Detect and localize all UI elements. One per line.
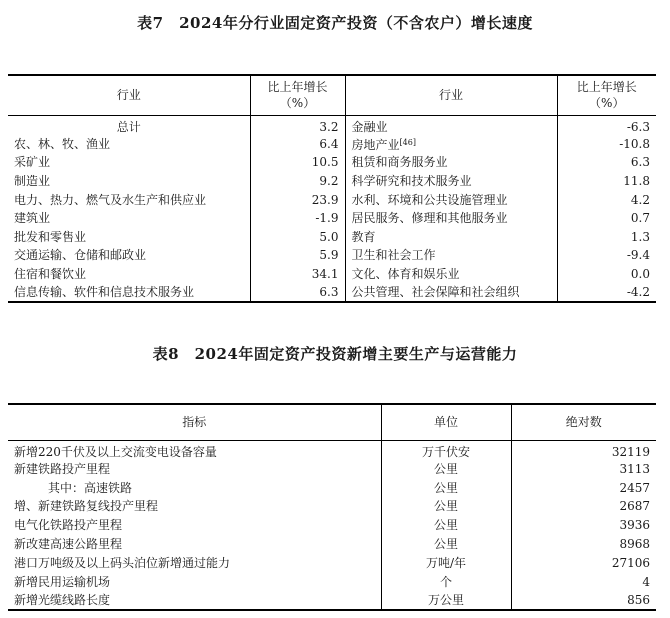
absolute-value: 3936 (511, 516, 656, 535)
industry-name-left: 总计 (116, 119, 141, 134)
table-row (8, 265, 656, 284)
footnote-ref: [46] (399, 137, 416, 147)
industry-name-right-cell (345, 172, 557, 191)
table-row (8, 227, 656, 246)
table-row (8, 497, 656, 516)
indicator-name: 新增光缆线路长度 (14, 592, 111, 607)
industry-name-right-cell (345, 115, 557, 135)
indicator-name: 其中：高速铁路 (48, 480, 133, 495)
table-row (8, 535, 656, 554)
unit-header: 单位 (381, 404, 511, 440)
new-capacity-table (8, 403, 656, 611)
growth-header-left-line1: 比上年增长 (267, 80, 328, 95)
growth-value-left: 23.9 (250, 190, 345, 209)
industry-name-left: 农、林、牧、渔业 (14, 136, 111, 151)
table-row (8, 460, 656, 479)
absolute-value: 2457 (511, 478, 656, 497)
industry-name-left: 交通运输、仓储和邮政业 (14, 248, 147, 263)
growth-header-left (250, 75, 345, 115)
industry-name-left: 信息传输、软件和信息技术服务业 (14, 285, 195, 300)
industry-name-left: 制造业 (14, 173, 51, 188)
industry-name-right-cell (345, 209, 557, 228)
growth-value-left: 34.1 (250, 265, 345, 284)
table-row (8, 209, 656, 228)
industry-name-right: 租赁和商务服务业 (351, 155, 448, 170)
indicator-name: 新建铁路投产里程 (14, 461, 111, 476)
growth-header-left-line2: （%） (279, 96, 316, 111)
indicator-name: 增、新建铁路复线投产里程 (14, 499, 159, 514)
growth-value-left: 6.4 (250, 135, 345, 154)
growth-value-right: 6.3 (557, 153, 656, 172)
growth-header-right (557, 75, 656, 115)
growth-value-right: -6.3 (557, 115, 656, 135)
absolute-value: 32119 (511, 440, 656, 460)
table-row (8, 246, 656, 265)
table-row (8, 478, 656, 497)
growth-value-right: -10.8 (557, 135, 656, 154)
industry-name-right: 公共管理、社会保障和社会组织 (351, 285, 520, 300)
table-row (8, 172, 656, 191)
indicator-name: 电气化铁路投产里程 (14, 518, 123, 533)
table-row (8, 153, 656, 172)
industry-name-right-cell (345, 135, 557, 154)
table-row (8, 135, 656, 154)
growth-value-left: 5.9 (250, 246, 345, 265)
industry-name-left: 建筑业 (14, 211, 51, 226)
industry-header-right: 行业 (345, 75, 557, 115)
absolute-value: 4 (511, 572, 656, 591)
growth-value-right: 0.7 (557, 209, 656, 228)
industry-name-right: 金融业 (351, 119, 388, 134)
table7-title: 表7 2024年分行业固定资产投资（不含农户）增长速度 (137, 14, 533, 32)
unit: 万公里 (381, 591, 511, 610)
growth-value-left: -1.9 (250, 209, 345, 228)
growth-value-left: 10.5 (250, 153, 345, 172)
table-row (8, 440, 656, 460)
industry-header-left: 行业 (8, 75, 250, 115)
indicator-name: 新增民用运输机场 (14, 574, 111, 589)
indicator-header: 指标 (8, 404, 381, 440)
table-row (8, 190, 656, 209)
unit: 公里 (381, 497, 511, 516)
table-row (8, 553, 656, 572)
growth-value-right: 4.2 (557, 190, 656, 209)
unit: 公里 (381, 460, 511, 479)
table8-title: 表8 2024年固定资产投资新增主要生产与运营能力 (152, 345, 518, 363)
industry-investment-growth-table (8, 74, 656, 303)
absolute-value: 856 (511, 591, 656, 610)
industry-name-right-cell (345, 227, 557, 246)
industry-name-right-cell (345, 283, 557, 302)
absolute-value: 27106 (511, 553, 656, 572)
industry-name-right-cell (345, 190, 557, 209)
growth-value-left: 5.0 (250, 227, 345, 246)
absolute-value: 3113 (511, 460, 656, 479)
table-row (8, 516, 656, 535)
industry-name-left: 住宿和餐饮业 (14, 266, 87, 281)
table8-header-row (8, 404, 656, 440)
table7-header-row (8, 75, 656, 115)
growth-value-left: 3.2 (250, 115, 345, 135)
growth-header-right-line1: 比上年增长 (576, 80, 637, 95)
table-row (8, 572, 656, 591)
growth-value-right: 11.8 (557, 172, 656, 191)
industry-name-right-cell (345, 153, 557, 172)
industry-name-right: 居民服务、修理和其他服务业 (351, 211, 508, 226)
indicator-name: 新改建高速公路里程 (14, 537, 123, 552)
growth-value-right: 1.3 (557, 227, 656, 246)
industry-name-right: 科学研究和技术服务业 (351, 173, 472, 188)
table-row (8, 283, 656, 302)
absolute-value: 2687 (511, 497, 656, 516)
indicator-name: 新增220千伏及以上交流变电设备容量 (14, 444, 217, 459)
unit: 公里 (381, 535, 511, 554)
industry-name-right: 水利、环境和公共设施管理业 (351, 192, 508, 207)
unit: 公里 (381, 478, 511, 497)
unit: 公里 (381, 516, 511, 535)
industry-name-left: 批发和零售业 (14, 229, 87, 244)
industry-name-right: 教育 (351, 229, 376, 244)
industry-name-right-cell (345, 246, 557, 265)
growth-value-right: -4.2 (557, 283, 656, 302)
indicator-name: 港口万吨级及以上码头泊位新增通过能力 (14, 555, 231, 570)
absolute-value: 8968 (511, 535, 656, 554)
industry-name-right: 房地产业 (351, 137, 400, 152)
growth-value-left: 6.3 (250, 283, 345, 302)
industry-name-right: 文化、体育和娱乐业 (351, 266, 460, 281)
table-row (8, 591, 656, 610)
absolute-value-header: 绝对数 (511, 404, 656, 440)
unit: 万千伏安 (381, 440, 511, 460)
growth-value-right: -9.4 (557, 246, 656, 265)
industry-name-left: 电力、热力、燃气及水生产和供应业 (14, 192, 207, 207)
unit: 个 (381, 572, 511, 591)
growth-header-right-line2: （%） (589, 96, 625, 111)
growth-value-left: 9.2 (250, 172, 345, 191)
growth-value-right: 0.0 (557, 265, 656, 284)
industry-name-left: 采矿业 (14, 155, 51, 170)
industry-name-right: 卫生和社会工作 (351, 248, 436, 263)
unit: 万吨/年 (381, 553, 511, 572)
table-row (8, 115, 656, 135)
industry-name-right-cell (345, 265, 557, 284)
